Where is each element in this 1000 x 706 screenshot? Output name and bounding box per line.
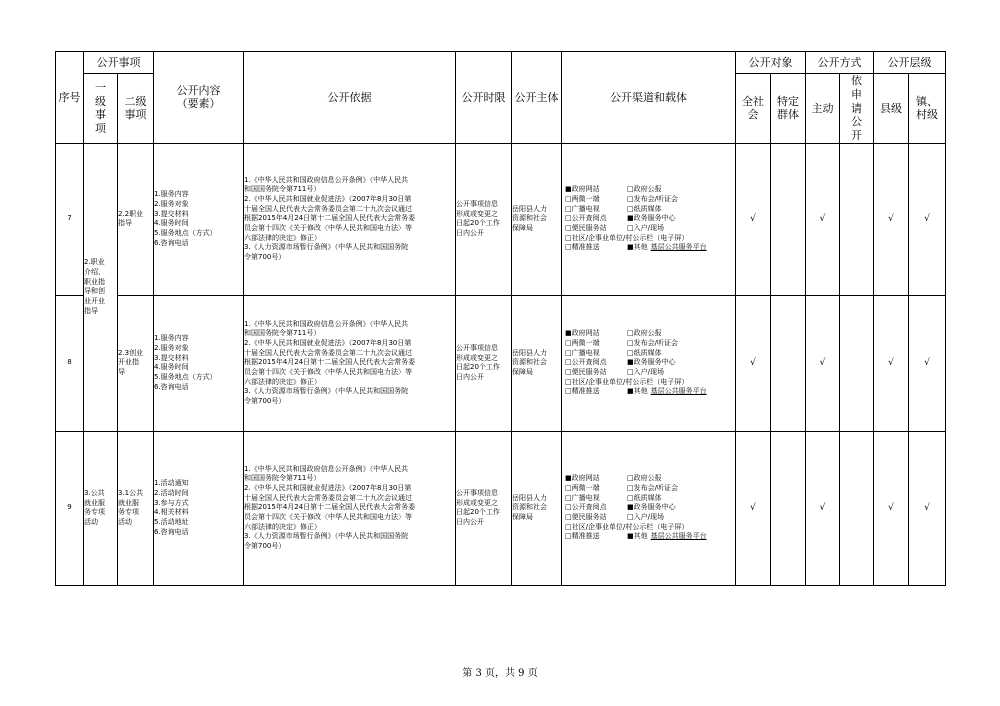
text-line: 指导 [84,306,98,315]
text-line: 十届全国人民代表大会常务委员会第二十九次会议通过 [244,204,412,213]
text-line: 令第700号） [244,253,286,262]
header-content: 公开内容（要素） [154,52,244,144]
text-line: 员会第十四次《关于修改〈中华人民共和国电力法〉等 [244,513,412,522]
text-line: 令第700号） [244,397,286,406]
basis-cell [244,431,456,585]
channel-option: ■其他 [627,532,648,541]
text-line: 日起20个工作 [456,363,500,372]
channel-option: ■其他 [627,387,648,396]
channel-option: □入户/现场 [627,368,664,377]
header-tier-county: 县级 [874,74,909,144]
basis-cell [244,295,456,431]
channels-cell [562,295,736,431]
channel-row [565,484,735,494]
text-line: 保障局 [512,368,533,377]
content-cell [154,143,244,295]
audience-all-cell [736,295,771,431]
text-line: 日内公开 [456,372,484,381]
channel-option: □纸质媒体 [627,493,662,502]
text-line: 1.《中华人民共和国政府信息公开条例》（中华人民共 [244,464,409,473]
text-line: 资源和社会 [512,358,547,367]
check-mark-icon: √ [924,358,930,369]
channel-option: □社区/企事业单位/村公示栏（电子屏） [565,377,689,386]
text-line: 日内公开 [456,228,484,237]
header-tier-town: 镇、村级 [909,74,946,144]
content-cell [154,431,244,585]
channel-option: □两微一端 [565,195,600,204]
channel-row [565,195,735,205]
channel-row [565,503,735,513]
text-line: 2.《中华人民共和国就业促进法》（2007年8月30日第 [244,484,412,493]
text-line: 2.活动时间 [154,488,189,497]
channel-option: □政府公报 [627,329,662,338]
method-active-cell [806,431,840,585]
channel-row [565,358,735,368]
basis-cell [244,143,456,295]
channel-option: □广播电视 [565,493,600,502]
check-mark-icon: √ [888,214,894,225]
level2-cell [118,295,154,431]
audience-all-cell [736,431,771,585]
channel-row [565,234,735,244]
text-line: 3.参与方式 [154,498,189,507]
channel-row [565,205,735,215]
channel-option: □便民服务站 [565,513,607,522]
check-mark-icon: √ [750,214,756,225]
header-audience-all: 全社会 [736,74,771,144]
channel-option: □纸质媒体 [627,348,662,357]
text-line: 2.3创业 [118,348,144,357]
text-line: 根据2015年4月24日第十二届全国人民代表大会常务委 [244,214,416,223]
tier-town-cell [909,295,946,431]
check-mark-icon: √ [819,214,826,225]
audience-specific-cell [771,143,806,295]
level2-cell [118,431,154,585]
text-line: 岳阳县人力 [512,348,547,357]
check-mark-icon: √ [750,503,756,514]
channel-option: □广播电视 [565,348,600,357]
time-limit-cell [456,295,512,431]
content-cell [154,295,244,431]
channel-row [565,368,735,378]
text-line: 公开事项信息 [456,199,498,208]
text-line: 形成或变更之 [456,353,498,362]
method-active-cell [806,143,840,295]
channel-row [565,523,735,533]
text-line: 岳阳县人力 [512,493,547,502]
header-method-request: 依申请公开 [840,74,874,144]
channel-option: ■政府网站 [565,185,600,194]
channel-option: □公开查阅点 [565,503,607,512]
text-line: 和国国务院令第711号） [244,474,321,483]
seq-cell: 8 [56,295,84,431]
text-line: 6.咨询电话 [154,527,189,536]
text-line: 务专项 [84,508,105,517]
text-line: 2.服务对象 [154,199,189,208]
channels-cell [562,143,736,295]
text-line: 形成或变更之 [456,498,498,507]
text-line: 4.服务时间 [154,363,189,372]
text-line: 保障局 [512,513,533,522]
table-row [56,431,946,585]
time-limit-cell [456,143,512,295]
text-line: 1.服务内容 [154,190,189,199]
text-line: 2.服务对象 [154,343,189,352]
text-line: 六部法律的决定》修正） [244,522,321,531]
header-channels: 公开渠道和载体 [562,52,736,144]
seq-cell: 7 [56,143,84,295]
header-basis: 公开依据 [244,52,456,144]
text-line: 3.公共 [84,488,105,497]
channel-option: □发布会/听证会 [627,484,678,493]
tier-county-cell [874,295,909,431]
method-active-cell [806,295,840,431]
text-line: 6.咨询电话 [154,238,189,247]
channel-option: ■政务服务中心 [627,214,676,223]
text-line: 和国国务院令第711号） [244,185,321,194]
text-line: 5.活动地址 [154,517,189,526]
header-audience: 公开对象 [736,52,806,74]
header-item-group: 公开事项 [84,52,154,74]
audience-all-cell [736,143,771,295]
check-mark-icon: √ [888,503,894,514]
level2-cell [118,143,154,295]
text-line: 活动 [84,517,98,526]
text-line: 公开事项信息 [456,488,498,497]
seq-cell: 9 [56,431,84,585]
table-row [56,295,946,431]
check-mark-icon: √ [924,214,930,225]
channel-option: □政府公报 [627,474,662,483]
text-line: 3.提交材料 [154,353,189,362]
text-line: 导 [118,368,125,377]
check-mark-icon: √ [888,358,894,369]
text-line: 员会第十四次《关于修改〈中华人民共和国电力法〉等 [244,368,412,377]
text-line: 3.1公共 [118,488,144,497]
table-row [56,143,946,295]
channel-option: □入户/现场 [627,513,664,522]
text-line: 1.《中华人民共和国政府信息公开条例》（中华人民共 [244,175,409,184]
channel-option: □便民服务站 [565,224,607,233]
text-line: 导和创 [84,287,105,296]
channel-option: □公开查阅点 [565,358,607,367]
channel-option: □入户/现场 [627,224,664,233]
text-line: 务专项 [118,508,139,517]
text-line: 公开事项信息 [456,343,498,352]
text-line: 3.提交材料 [154,209,189,218]
channel-option: □纸质媒体 [627,204,662,213]
channel-option: □社区/企事业单位/村公示栏（电子屏） [565,522,689,531]
header-method-active: 主动 [806,74,840,144]
audience-specific-cell [771,295,806,431]
channel-row [565,513,735,523]
text-line: 5.服务地点（方式） [154,372,217,381]
subject-cell [512,143,562,295]
channel-row [565,243,735,253]
text-line: 十届全国人民代表大会常务委员会第二十九次会议通过 [244,493,412,502]
disclosure-table [55,51,946,586]
check-mark-icon: √ [819,503,826,514]
text-line: 员会第十四次《关于修改〈中华人民共和国电力法〉等 [244,224,412,233]
text-line: 六部法律的决定》修正） [244,233,321,242]
text-line: 2.职业 [84,258,105,267]
level1-cell [84,143,118,431]
text-line: 3.《人力资源市场暂行条例》（中华人民共和国国务院 [244,532,409,541]
check-mark-icon: √ [924,503,930,514]
channel-option: □公开查阅点 [565,214,607,223]
channel-option: □发布会/听证会 [627,339,678,348]
channel-option: □便民服务站 [565,368,607,377]
text-line: 4.相关材料 [154,508,189,517]
tier-county-cell [874,143,909,295]
channel-row [565,494,735,504]
text-line: 2.《中华人民共和国就业促进法》（2007年8月30日第 [244,339,412,348]
channel-option: □精准推送 [565,532,600,541]
channel-option: □政府公报 [627,185,662,194]
text-line: 岳阳县人力 [512,204,547,213]
text-line: 日起20个工作 [456,508,500,517]
text-line: 指导 [118,219,132,228]
level1-cell [84,431,118,585]
channel-row [565,474,735,484]
check-mark-icon: √ [819,358,826,369]
text-line: 2.2职业 [118,209,144,218]
tier-town-cell [909,431,946,585]
header-audience-specific: 特定群体 [771,74,806,144]
subject-cell [512,295,562,431]
channel-option: □精准推送 [565,387,600,396]
method-request-cell [840,431,874,585]
channel-row [565,349,735,359]
text-line: 日起20个工作 [456,219,500,228]
text-line: 介绍、 [84,267,105,276]
time-limit-cell [456,431,512,585]
channel-option: ■政务服务中心 [627,503,676,512]
text-line: 开业指 [118,358,139,367]
text-line: 根据2015年4月24日第十二届全国人民代表大会常务委 [244,358,416,367]
text-line: 5.服务地点（方式） [154,228,217,237]
text-line: 2.《中华人民共和国就业促进法》（2007年8月30日第 [244,195,412,204]
method-request-cell [840,143,874,295]
text-line: 资源和社会 [512,214,547,223]
text-line: 令第700号） [244,542,286,551]
channel-option: □广播电视 [565,204,600,213]
tier-town-cell [909,143,946,295]
channel-other-text: 基层公共服务平台 [650,387,707,396]
header-time-limit: 公开时限 [456,52,512,144]
page-footer: 第 3 页，共 9 页 [462,668,538,679]
text-line: 就业服 [84,498,105,507]
tier-county-cell [874,431,909,585]
text-line: 就业服 [118,498,139,507]
text-line: 根据2015年4月24日第十二届全国人民代表大会常务委 [244,503,416,512]
channel-option: □精准推送 [565,243,600,252]
channel-option: □两微一端 [565,484,600,493]
header-seq: 序号 [56,52,84,144]
text-line: 3.《人力资源市场暂行条例》（中华人民共和国国务院 [244,387,409,396]
channel-option: ■政府网站 [565,474,600,483]
channel-other-text: 基层公共服务平台 [650,243,707,252]
channel-option: ■其他 [627,243,648,252]
check-mark-icon: √ [750,358,756,369]
header-level1: 一级事项 [84,74,118,144]
text-line: 和国国务院令第711号） [244,329,321,338]
text-line: 业开业 [84,296,105,305]
channel-row [565,329,735,339]
channel-row [565,214,735,224]
channel-row [565,378,735,388]
header-method: 公开方式 [806,52,874,74]
text-line: 1.《中华人民共和国政府信息公开条例》（中华人民共 [244,319,409,328]
text-line: 1.服务内容 [154,334,189,343]
channel-option: □社区/企事业单位/村公示栏（电子屏） [565,233,689,242]
method-request-cell [840,295,874,431]
text-line: 十届全国人民代表大会常务委员会第二十九次会议通过 [244,348,412,357]
channels-cell [562,431,736,585]
text-line: 形成或变更之 [456,209,498,218]
text-line: 六部法律的决定》修正） [244,377,321,386]
text-line: 活动 [118,517,132,526]
text-line: 职业指 [84,277,105,286]
text-line: 6.咨询电话 [154,382,189,391]
text-line: 1.活动通知 [154,479,189,488]
channel-other-text: 基层公共服务平台 [650,532,707,541]
text-line: 3.《人力资源市场暂行条例》（中华人民共和国国务院 [244,243,409,252]
channel-row [565,532,735,542]
channel-row [565,387,735,397]
audience-specific-cell [771,431,806,585]
channel-row [565,224,735,234]
text-line: 4.服务时间 [154,219,189,228]
header-tier: 公开层级 [874,52,946,74]
channel-option: ■政府网站 [565,329,600,338]
channel-option: □两微一端 [565,339,600,348]
header-level2: 二级事项 [118,74,154,144]
header-subject: 公开主体 [512,52,562,144]
subject-cell [512,431,562,585]
channel-row [565,339,735,349]
text-line: 资源和社会 [512,503,547,512]
channel-option: □发布会/听证会 [627,195,678,204]
text-line: 日内公开 [456,517,484,526]
channel-row [565,185,735,195]
text-line: 保障局 [512,224,533,233]
channel-option: ■政务服务中心 [627,358,676,367]
